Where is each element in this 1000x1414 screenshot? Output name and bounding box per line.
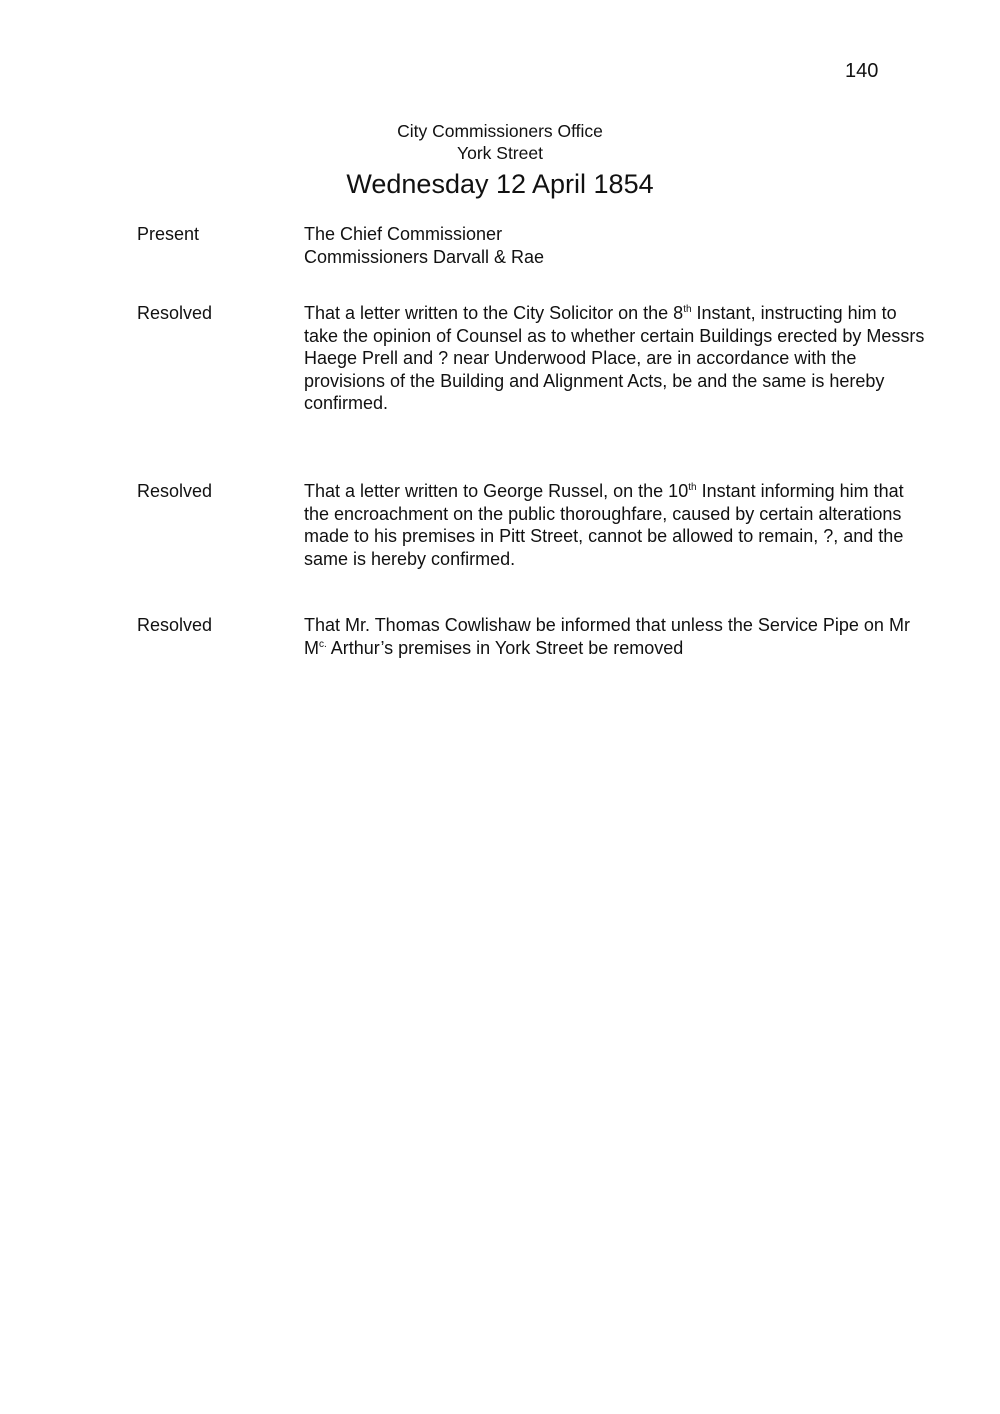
present-label: Present xyxy=(137,224,200,244)
office-street: York Street xyxy=(457,143,543,163)
page-number: 140 xyxy=(845,60,879,82)
meeting-date-title: Wednesday 12 April 1854 xyxy=(346,169,654,199)
resolution-text-part: That a letter written to George Russel, on the 10 xyxy=(304,481,689,501)
present-list xyxy=(304,223,929,268)
resolution-text-part: Instant, instructing him to take the opinion of Counsel as to whether certain Buildings erected by Messrs Haege Prell and ? near Underwood Place, are in accordance with the provisions of the Building and Alignment Acts, be and the same is hereby confirmed. xyxy=(304,303,925,414)
resolution-text-part: That a letter written to the City Solicitor on the 8 xyxy=(304,303,684,323)
resolution-text xyxy=(304,614,929,659)
resolution-text-part: That Mr. Thomas Cowlishaw be informed that unless the Service Pipe on Mr M xyxy=(304,615,910,658)
resolution-text xyxy=(304,480,929,570)
present-attendee: The Chief Commissioner xyxy=(304,224,503,244)
office-name: City Commissioners Office xyxy=(397,121,603,141)
resolution-label: Resolved xyxy=(137,303,213,323)
ordinal-suffix: th xyxy=(683,304,692,315)
resolution-label: Resolved xyxy=(137,481,213,501)
resolution-label: Resolved xyxy=(137,615,213,635)
resolution-text-part: Instant informing him that the encroachment on the public thoroughfare, caused by certain alterations made to his premises in Pitt Street, cannot be allowed to remain, ?, and the same is hereby confirmed. xyxy=(304,481,904,569)
ordinal-suffix: th xyxy=(688,482,697,493)
resolution-text xyxy=(304,302,929,415)
present-attendee: Commissioners Darvall & Rae xyxy=(304,246,545,267)
resolution-text-part: Arthur’s premises in York Street be removed xyxy=(326,637,684,658)
minutes-header xyxy=(0,120,1000,202)
name-superscript: c. xyxy=(319,638,327,650)
